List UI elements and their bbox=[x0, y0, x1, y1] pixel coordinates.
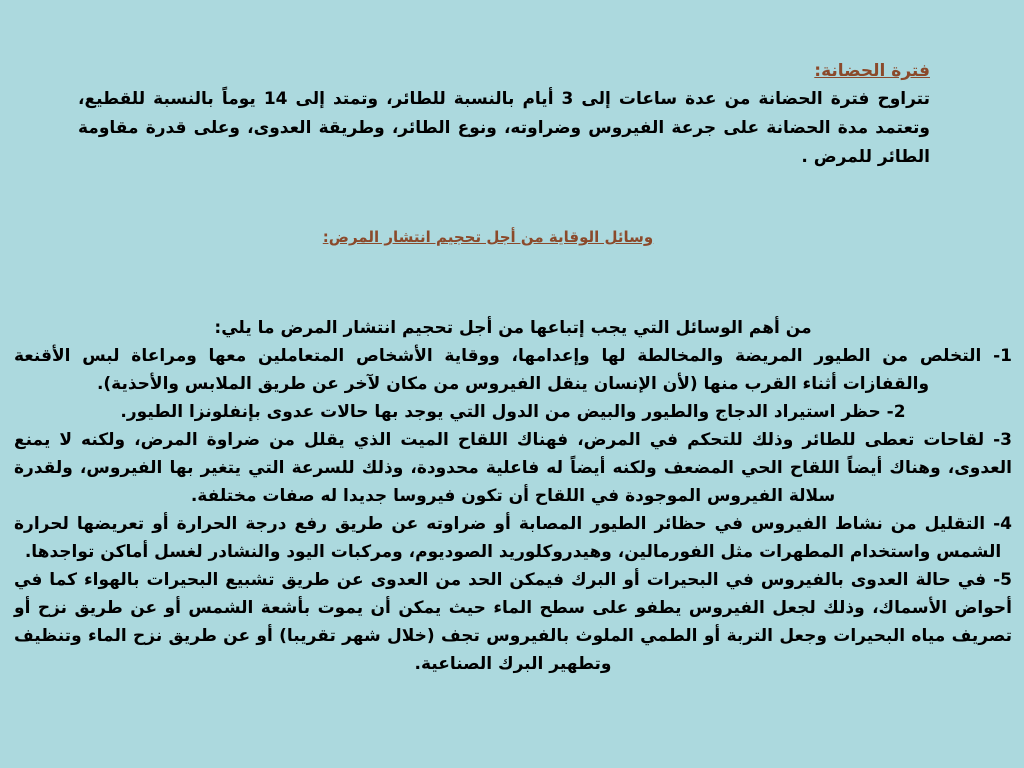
measures-intro: من أهم الوسائل التي يجب إتباعها من أجل تحجيم انتشار المرض ما يلي: bbox=[214, 318, 812, 338]
measure-item-5: 5- في حالة العدوى بالفيروس في البحيرات أو البرك فيمكن الحد من العدوى عن طريق تشبيع البحيرات بالهواء كما في أحواض الأسماك، وذلك لجعل الفيروس يطفو على سطح الماء حيث يمكن أن يموت بأشعة الشمس أو عن طريق نزح أو تصريف مياه البحيرات وجعل التربة أو الطمي الملوث بالفيروس تجف (خلال شهر تقريبا) أو عن طريق نزح الماء وتنظيف وتطهير البرك الصناعية. bbox=[14, 570, 1012, 674]
prevention-heading: وسائل الوقاية من أجل تحجيم انتشار المرض: bbox=[322, 228, 654, 246]
prevention-measures bbox=[14, 314, 1012, 678]
measure-item-1: 1- التخلص من الطيور المريضة والمخالطة لها وإعدامها، ووقاية الأشخاص المتعاملين معها ومراعاة لبس الأقنعة والقفازات أثناء القرب منها (لأن الإنسان ينقل الفيروس من مكان لآخر عن طريق الملابس والأحذية). bbox=[14, 346, 1012, 394]
incubation-heading: فترة الحضانة: bbox=[814, 61, 930, 81]
incubation-section bbox=[78, 58, 930, 172]
measure-item-4: 4- التقليل من نشاط الفيروس في حظائر الطيور المصابة أو ضراوته عن طريق رفع درجة الحرارة أو تعريضها لحرارة الشمس واستخدام المطهرات مثل الفورمالين، وهيدروكلوريد الصوديوم، ومركبات اليود والنشادر لغسل أماكن تواجدها. bbox=[14, 514, 1012, 562]
measure-item-3: 3- لقاحات تعطى للطائر وذلك للتحكم في المرض، فهناك اللقاح الميت الذي يقلل من ضراوة المرض، ولكنه لا يمنع العدوى، وهناك أيضاً اللقاح الحي المضعف ولكنه أيضاً له فاعلية محدودة، وذلك للسرعة التي يتغير بها الفيروس، ولقدرة سلالة الفيروس الموجودة في اللقاح أن تكون فيروسا جديدا له صفات مختلفة. bbox=[14, 430, 1012, 506]
incubation-paragraph: تتراوح فترة الحضانة من عدة ساعات إلى 3 أيام بالنسبة للطائر، وتمتد إلى 14 يوماً بالنسبة للقطيع، وتعتمد مدة الحضانة على جرعة الفيروس وضراوته، ونوع الطائر، وطريقة العدوى، وعلى قدرة مقاومة الطائر للمرض . bbox=[78, 89, 930, 167]
measure-item-2: 2- حظر استيراد الدجاج والطيور والبيض من الدول التي يوجد بها حالات عدوى بإنفلونزا الطيور. bbox=[120, 402, 906, 422]
